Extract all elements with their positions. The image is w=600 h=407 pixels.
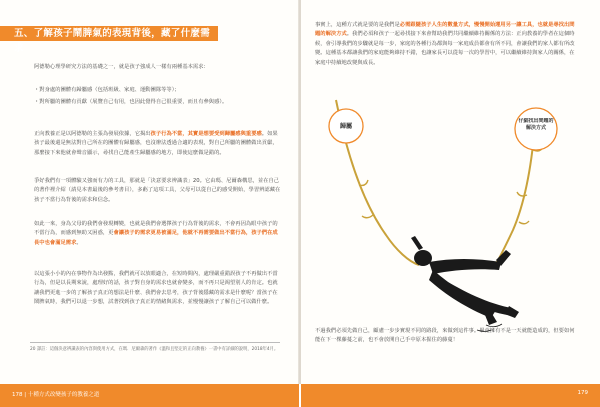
paragraph-3-text-end: 。	[76, 239, 82, 246]
paragraph-3-text: 如此一來，身為父母的我們會發現轉變，也就是我們會選擇孩子行為背後的需求，不會再因為眼中孩子的不當行為，而感到無助又困惑，更	[34, 221, 278, 237]
right-label-box	[518, 118, 554, 140]
paragraph-3	[34, 220, 282, 248]
paragraph-1-text: 正向教養正是以阿德勒的主張為發展依據，它揭出	[34, 131, 151, 137]
paragraph-1	[34, 130, 282, 158]
footer-right	[301, 384, 600, 407]
left-label-text: 歸屬	[339, 123, 353, 130]
footer-right-text: 179	[577, 390, 588, 396]
left-page	[0, 0, 299, 384]
right-paragraph-2: 不過我們必須先做自己，顧慮一步步實現不同的路段，來做到這件事。畢竟擁有不是一天就能造成的，但要如何能在下一棵藤蔓之前，也不會放開自己手中原本握住的藤蔓！	[315, 328, 575, 344]
bullet-item-1: ・對身處的團體有歸屬感（包括班級、家庭、運動團隊等等）；	[34, 87, 180, 93]
paragraph-2: 爭好我們有一項體驗又強而有力的工具，那就是「決意要求辨識表」20。它由瑪、尼爾森構思，並在自己的著作裡介紹（請見本書最後的參考書目），多虧了這項工具，父母可以從自己的感受開始，學習辨認藏在孩子不當行為背後的需求和信念。	[34, 178, 281, 203]
right-paragraph-1-highlight: 必需跟隨孩子人生的數量方式，慢慢開始運用另一讓工具，也就是尋找出問題的解決方式	[315, 22, 575, 38]
right-vine-leaves	[517, 147, 543, 224]
paragraph-1-highlight: 孩子行為不當，其實是想要受到歸屬感與重要感	[150, 131, 262, 137]
left-vine-leaves	[336, 138, 373, 218]
right-label-text: 仔細找出問題的解決方式	[518, 118, 554, 131]
footer-left-text: 178 | 十種方式改變孩子的教養之道	[12, 392, 100, 398]
paragraph-3-highlight: 會讓孩子的需求更易被滿足，他就不再需要做出不當行為，孩子們在成長中也會滿足需求	[34, 230, 278, 246]
right-paragraph-1-text: 事實上，這種方式就是要的是我們是	[315, 22, 400, 28]
bullet-item-2: ・對所屬的團體有貢獻（展覽自己有用，也因此覺得自己很重要，而且有參與感）。	[34, 99, 228, 105]
paragraph-1-text-end: 。如果孩子最後還是無法對自己所在的團體有歸屬感，也沒辦法透過合適的表現，對自己所屬的團體做出貢獻，那麼接下來他就會聲音顯示，尋找自己能產生歸屬感的地方，即使這麼做是錯的。	[34, 131, 278, 156]
motion-lines	[477, 324, 502, 332]
footnote: 20 譯註：這個決意辨識表的內容與使用方式，在瑪．尼爾森的著作《溫和且堅定的正向教養》一書中有詳細的說明，2018年4月。	[30, 342, 280, 353]
right-paragraph-1-text-end: 。我們必須和孩子一起尋找接下來會幫助我們共同繼續維持關係的方法：正向教養的學者在這個時候，會引導我們的步驟就是每一步，家庭的各種行為都與每一家庭成員都會有所不同，會讓我們的家人都有所改變。這種基本都讓我們的家庭能夠維持不錯，也讓家長可以從每一次的學習中，可以繼續維持與家人的關係，在家庭中持續地改變與成長。	[315, 31, 575, 66]
footer-left	[0, 384, 299, 407]
paragraph-4: 以這張小小的內在事物作為出發點，我們就可以放眼適合，在短時間內，處理嚴重錯誤孩子不再做出不當行為，但是以長期來說，處理好的話，孩子對自身的需求也就會變多，而不再只是渴望別人的肯定。也就讓我們更進一步的了解孩子真正的想法是什麼、我們會去思考，孩子背後隱藏的需求是什麼呢？當孩子在鬧脾氣時，我們可以退一步想，試著找到孩子真正的情緒與需求，並慢慢讓孩子了解自己可以做什麼。	[34, 271, 278, 306]
intro-text: 阿德勒心理學研究方法的基礎之一，就是孩子強成人一樣有兩種基本需求：	[34, 64, 209, 70]
section-heading: 五、了解孩子鬧脾氣的表現背後，藏了什麼需求	[0, 26, 218, 41]
vine-swing-illustration	[301, 0, 600, 384]
